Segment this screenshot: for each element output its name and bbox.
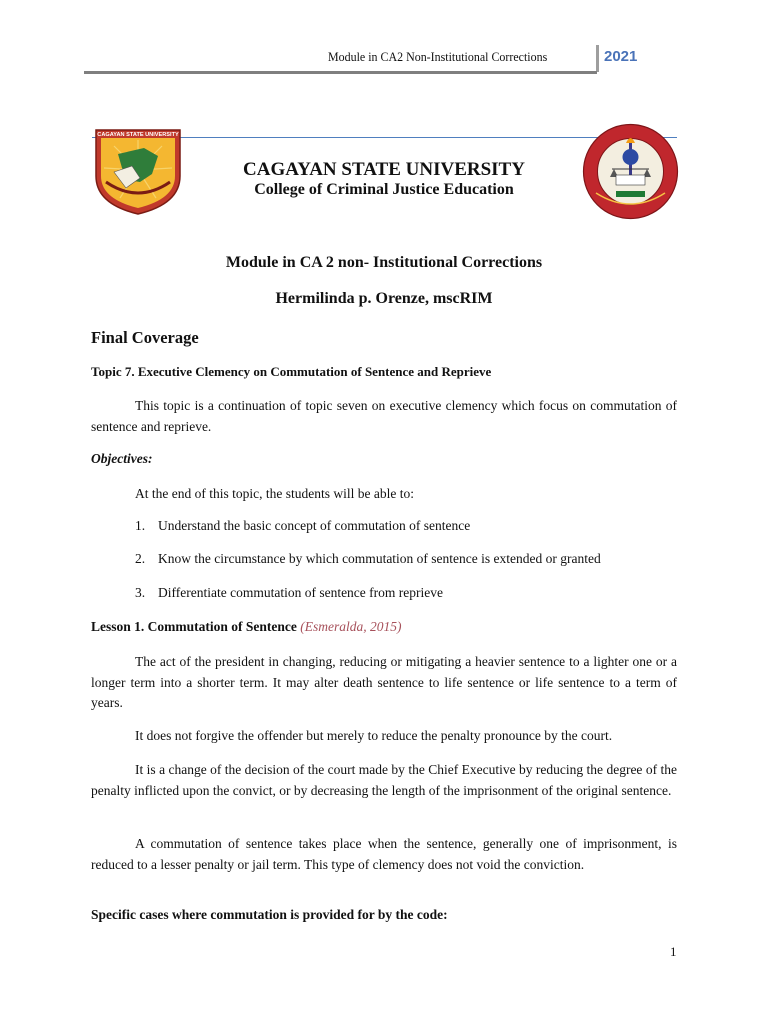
svg-text:CAGAYAN STATE UNIVERSITY: CAGAYAN STATE UNIVERSITY	[97, 132, 179, 138]
lesson-label: Lesson 1. Commutation of Sentence	[91, 619, 297, 634]
final-coverage-heading: Final Coverage	[91, 328, 199, 347]
objective-text: Understand the basic concept of commutation of sentence	[158, 518, 471, 533]
author-name: Hermilinda p. Orenze, mscRIM	[275, 290, 493, 307]
header-year: 2021	[604, 48, 638, 65]
objective-number: 2.	[135, 551, 146, 566]
body-paragraph: The act of the president in changing, reducing or mitigating a heavier sentence to a lighter one or a longer term into a shorter term. It may alter death sentence to life sentence or life sentence to a term of years.	[91, 654, 677, 710]
objective-text: Differentiate commutation of sentence from reprieve	[158, 585, 444, 600]
objective-item	[135, 551, 601, 567]
university-name: CAGAYAN STATE UNIVERSITY	[243, 159, 525, 180]
module-title: Module in CA 2 non- Institutional Corrections	[225, 254, 543, 271]
objective-item	[135, 518, 470, 534]
body-paragraph: It does not forgive the offender but merely to reduce the penalty pronounce by the court.	[135, 728, 613, 743]
body-paragraph: A commutation of sentence takes place when the sentence, generally one of imprisonment, is reduced to a lesser penalty or jail term. This type of clemency does not void the conviction.	[91, 836, 677, 872]
objectives-intro: At the end of this topic, the students will be able to:	[135, 486, 414, 501]
body-paragraph: It is a change of the decision of the court made by the Chief Executive by reducing the degree of the penalty inflicted upon the convict, or by decreasing the length of the imprisonment of the original sentence.	[91, 762, 677, 798]
objective-item	[135, 585, 443, 601]
objectives-heading: Objectives:	[91, 451, 153, 466]
objective-number: 1.	[135, 518, 146, 533]
lesson-citation: (Esmeralda, 2015)	[300, 619, 402, 634]
specific-cases-heading: Specific cases where commutation is provided for by the code:	[91, 907, 448, 922]
page-number: 1	[670, 944, 677, 959]
objective-text: Know the circumstance by which commutation of sentence is extended or granted	[158, 551, 601, 566]
college-name: College of Criminal Justice Education	[254, 181, 514, 198]
topic-heading: Topic 7. Executive Clemency on Commutation of Sentence and Reprieve	[91, 364, 492, 379]
header-separator	[596, 45, 599, 72]
running-header: Module in CA2 Non-Institutional Corrections	[328, 49, 548, 64]
intro-paragraph: This topic is a continuation of topic seven on executive clemency which focus on commutation of sentence and reprieve.	[91, 398, 677, 434]
objective-number: 3.	[135, 585, 146, 600]
lesson-heading	[91, 619, 402, 635]
header-rule	[84, 71, 597, 74]
